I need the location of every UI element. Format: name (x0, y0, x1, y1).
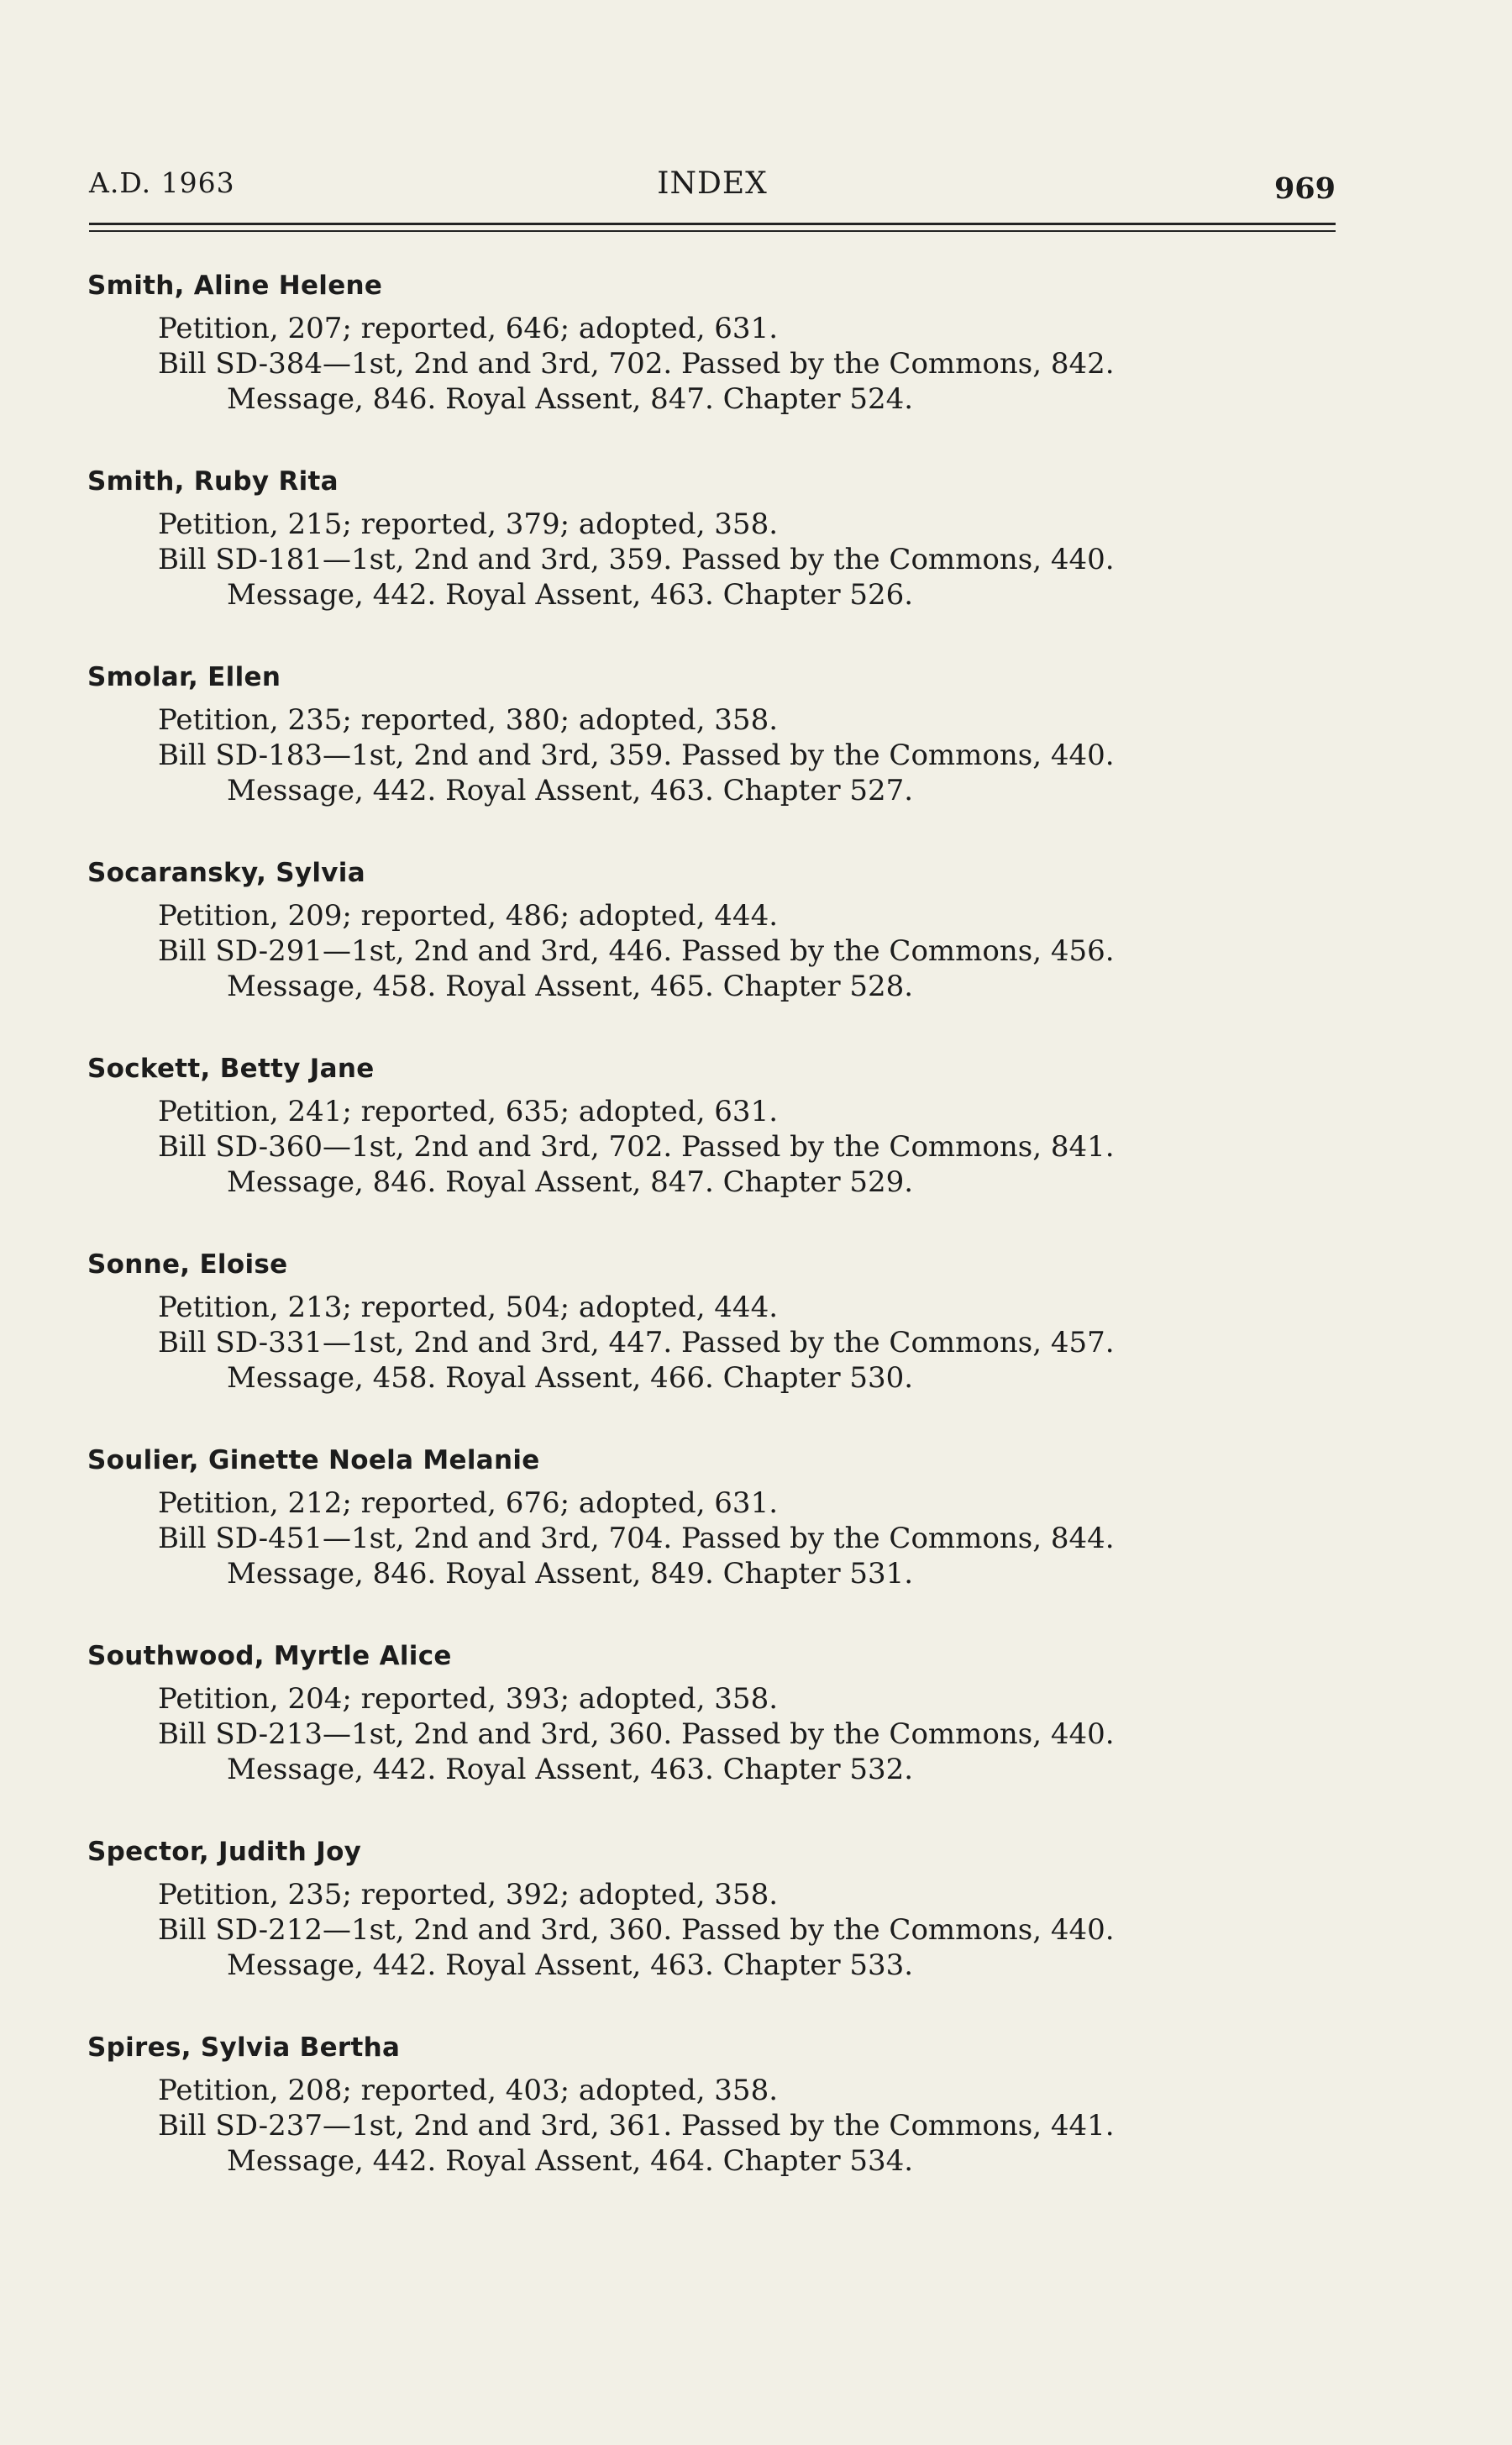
entry-message: Message, 846. Royal Assent, 847. Chapter 524. (227, 382, 914, 416)
index-entry (81, 2029, 1341, 2225)
entry-bill: Bill SD-237—1st, 2nd and 3rd, 361. Passed by the Commons, 441. (158, 2109, 1115, 2143)
entry-bill: Bill SD-181—1st, 2nd and 3rd, 359. Passed by the Commons, 440. (158, 543, 1115, 576)
index-entry (81, 1638, 1341, 1833)
entry-petition: Petition, 212; reported, 676; adopted, 631. (158, 1486, 779, 1520)
page-number: 969 (1273, 171, 1336, 206)
entry-message: Message, 846. Royal Assent, 849. Chapter 531. (227, 1557, 914, 1591)
entry-bill: Bill SD-291—1st, 2nd and 3rd, 446. Passed by the Commons, 456. (158, 934, 1115, 968)
entry-petition: Petition, 208; reported, 403; adopted, 358. (158, 2074, 779, 2107)
running-head (89, 160, 1336, 210)
entry-message: Message, 442. Royal Assent, 463. Chapter 532. (227, 1753, 914, 1786)
index-entry (81, 659, 1341, 854)
entry-petition: Petition, 213; reported, 504; adopted, 444. (158, 1291, 779, 1324)
entry-name: Spector, Judith Joy (87, 1837, 362, 1867)
index-entries (81, 267, 1341, 2225)
entry-name: Socaransky, Sylvia (87, 858, 365, 888)
entry-bill: Bill SD-360—1st, 2nd and 3rd, 702. Passed by the Commons, 841. (158, 1130, 1115, 1164)
entry-petition: Petition, 241; reported, 635; adopted, 631. (158, 1095, 779, 1128)
entry-bill: Bill SD-384—1st, 2nd and 3rd, 702. Passed by the Commons, 842. (158, 347, 1115, 381)
entry-message: Message, 458. Royal Assent, 466. Chapter 530. (227, 1361, 914, 1395)
entry-bill: Bill SD-213—1st, 2nd and 3rd, 360. Passed by the Commons, 440. (158, 1717, 1115, 1751)
entry-name: Southwood, Myrtle Alice (87, 1641, 452, 1671)
index-entry (81, 1050, 1341, 1246)
section-title: INDEX (657, 166, 768, 201)
entry-name: Smith, Aline Helene (87, 271, 383, 301)
index-entry (81, 463, 1341, 659)
entry-petition: Petition, 215; reported, 379; adopted, 358. (158, 507, 779, 541)
entry-name: Smolar, Ellen (87, 662, 281, 692)
year-label: A.D. 1963 (89, 166, 235, 199)
entry-name: Spires, Sylvia Bertha (87, 2032, 401, 2063)
index-entry (81, 267, 1341, 463)
entry-name: Smith, Ruby Rita (87, 466, 339, 497)
header-rule-top (89, 223, 1336, 225)
entry-petition: Petition, 235; reported, 392; adopted, 358. (158, 1878, 779, 1911)
entry-bill: Bill SD-451—1st, 2nd and 3rd, 704. Passed by the Commons, 844. (158, 1522, 1115, 1555)
entry-message: Message, 442. Royal Assent, 463. Chapter 533. (227, 1948, 914, 1982)
entry-name: Sockett, Betty Jane (87, 1054, 375, 1084)
index-entry (81, 854, 1341, 1050)
entry-message: Message, 458. Royal Assent, 465. Chapter 528. (227, 970, 914, 1003)
entry-petition: Petition, 209; reported, 486; adopted, 444. (158, 899, 779, 933)
entry-bill: Bill SD-331—1st, 2nd and 3rd, 447. Passed by the Commons, 457. (158, 1326, 1115, 1359)
index-entry (81, 1246, 1341, 1442)
entry-bill: Bill SD-183—1st, 2nd and 3rd, 359. Passed by the Commons, 440. (158, 739, 1115, 772)
entry-message: Message, 442. Royal Assent, 463. Chapter 526. (227, 578, 914, 612)
header-rule-bottom (89, 230, 1336, 232)
entry-petition: Petition, 207; reported, 646; adopted, 631. (158, 312, 779, 345)
entry-message: Message, 846. Royal Assent, 847. Chapter 529. (227, 1165, 914, 1199)
entry-petition: Petition, 235; reported, 380; adopted, 358. (158, 703, 779, 737)
entry-petition: Petition, 204; reported, 393; adopted, 358. (158, 1682, 779, 1716)
entry-message: Message, 442. Royal Assent, 463. Chapter 527. (227, 774, 914, 807)
entry-name: Soulier, Ginette Noela Melanie (87, 1445, 540, 1475)
entry-bill: Bill SD-212—1st, 2nd and 3rd, 360. Passed by the Commons, 440. (158, 1913, 1115, 1947)
entry-message: Message, 442. Royal Assent, 464. Chapter 534. (227, 2144, 914, 2178)
index-entry (81, 1442, 1341, 1638)
index-entry (81, 1833, 1341, 2029)
entry-name: Sonne, Eloise (87, 1249, 288, 1280)
